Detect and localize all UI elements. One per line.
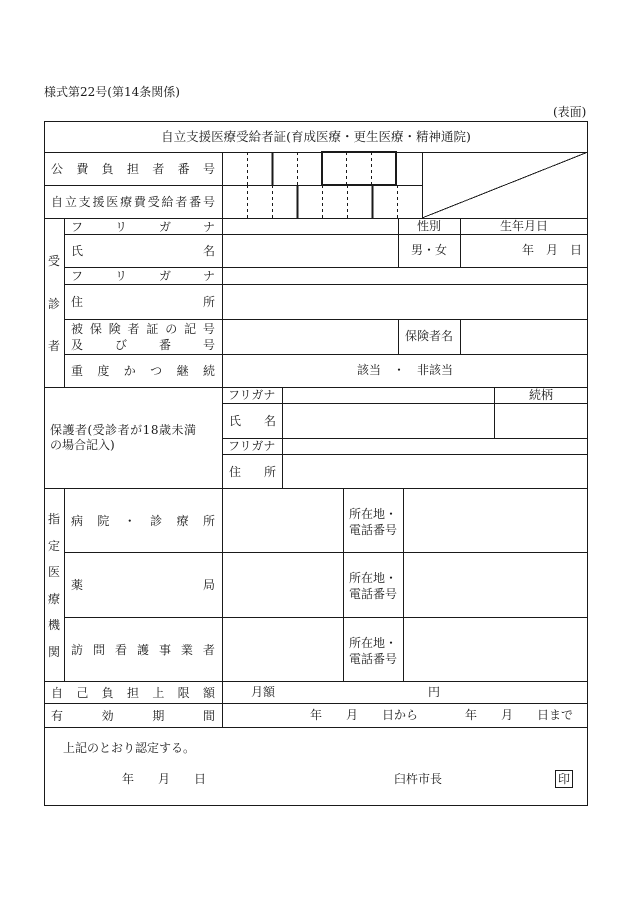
label-char: 関 [47, 644, 60, 659]
insurer-label: 保険者名 [404, 329, 453, 343]
label-char: 支 [78, 195, 91, 209]
label-char: 負 [101, 685, 114, 700]
address-furigana-label [71, 267, 215, 284]
label-char: 番 [189, 195, 202, 209]
hospital-location-label [343, 506, 403, 538]
self-limit-label [51, 681, 215, 703]
label-char: 効 [101, 708, 114, 723]
label-char: 立 [64, 195, 77, 209]
guardian-furigana-label: フリガナ [228, 387, 276, 402]
label-char: 看 [114, 642, 127, 657]
guardian-name-label [229, 403, 276, 438]
label-char: の [165, 322, 178, 336]
label-char: 所 [202, 513, 215, 528]
label-char: び [114, 338, 127, 352]
label-char: 受 [47, 254, 60, 268]
label-char: 番 [177, 162, 190, 176]
monthly-label: 月額 [251, 684, 276, 699]
label-char: 上 [152, 685, 165, 700]
pharmacy-location-label [343, 570, 403, 602]
label-char: 険 [108, 322, 121, 336]
label-char: 診 [150, 513, 163, 528]
label-char: 院 [97, 513, 110, 528]
guardian-label-line1: 保護者(受診者が18歳未満 [50, 422, 197, 437]
label-char: 号 [202, 162, 215, 176]
label-char: 住 [229, 464, 242, 479]
label-char: 号 [202, 338, 215, 352]
label-char: 診 [47, 296, 60, 311]
label-char: 者 [175, 195, 188, 209]
label-char: 療 [47, 591, 60, 606]
label-char: フ [71, 219, 84, 234]
label-char: 者 [152, 162, 165, 176]
location-line1: 所在地・ [348, 636, 397, 650]
label-char: 事 [158, 642, 171, 657]
label-char: 継 [176, 364, 189, 378]
label-char: 証 [146, 322, 159, 336]
label-char: 間 [202, 708, 215, 723]
patient-label [44, 252, 64, 354]
label-char: 所 [202, 295, 215, 309]
label-char: 度 [97, 364, 110, 378]
label-char: 定 [47, 538, 60, 553]
label-char: 機 [47, 618, 60, 633]
validity-from: 年 月 日から [310, 707, 419, 722]
patient-furigana-label [71, 218, 215, 234]
yen-label: 円 [428, 684, 441, 699]
insurance-label-line2 [71, 337, 215, 352]
guardian-furigana-label-2: フリガナ [228, 438, 276, 453]
label-char: 療 [176, 513, 189, 528]
institution-label [44, 510, 64, 660]
severe-value: 該当 ・ 非該当 [356, 363, 453, 377]
label-char: 名 [202, 244, 215, 258]
form-number: 様式第22号(第14条関係) [44, 85, 180, 99]
label-char: フ [71, 269, 84, 283]
label-char: リ [114, 269, 127, 283]
label-char: 住 [71, 295, 84, 309]
label-char: ナ [202, 219, 215, 234]
label-char: つ [150, 364, 163, 378]
home-nursing-label [71, 617, 215, 681]
cert-date: 年 月 日 [122, 772, 207, 786]
label-char: 受 [147, 195, 160, 209]
birth-value: 年 月 日 [522, 243, 583, 257]
label-char: 局 [202, 578, 215, 592]
label-char: 担 [126, 685, 139, 700]
patient-name-label [71, 234, 215, 267]
location-line2: 電話番号 [348, 523, 397, 538]
label-char: 号 [202, 322, 215, 336]
label-char: 公 [51, 162, 64, 176]
label-char: 号 [202, 195, 215, 209]
side-label: (表面) [553, 105, 587, 119]
label-char: 護 [136, 642, 149, 657]
relation-header: 続柄 [528, 387, 553, 402]
label-char: ガ [158, 269, 171, 283]
label-char: 己 [76, 685, 89, 700]
label-char: 期 [152, 708, 165, 723]
label-char: 医 [47, 565, 60, 580]
label-char: リ [114, 219, 127, 234]
form-title: 自立支援医療受給者証(育成医療・更生医療・精神通院) [161, 128, 471, 144]
label-char: 指 [47, 512, 60, 526]
pharmacy-label [71, 552, 215, 617]
seal-mark: 印 [555, 770, 573, 788]
label-char: 所 [263, 464, 276, 479]
label-char: 費 [133, 195, 146, 209]
label-char: 限 [177, 685, 190, 700]
label-char: 者 [202, 642, 215, 657]
recipient-number-boxes [248, 185, 398, 218]
label-char: 氏 [229, 414, 242, 428]
label-char: 者 [127, 322, 140, 336]
label-char: 記 [184, 322, 197, 336]
severe-label [71, 354, 215, 387]
label-char: 氏 [71, 244, 84, 258]
label-char: 名 [263, 414, 276, 428]
sex-header: 性別 [416, 218, 441, 233]
label-char: ナ [202, 269, 215, 283]
label-char: か [123, 364, 136, 378]
label-char: ガ [158, 219, 171, 234]
label-char: 病 [71, 513, 84, 528]
label-char: 保 [89, 322, 102, 336]
home-nursing-location-label [343, 635, 403, 667]
label-char: 療 [120, 195, 133, 209]
label-char: 被 [71, 322, 84, 336]
location-line2: 電話番号 [348, 587, 397, 602]
label-char: 及 [71, 338, 84, 352]
guardian-label-line2: の場合記入) [50, 437, 115, 452]
hospital-label [71, 488, 215, 552]
location-line1: 所在地・ [348, 571, 397, 585]
guardian-address-label [229, 454, 276, 488]
label-char: 自 [51, 195, 64, 209]
label-char: 問 [92, 642, 105, 657]
sex-value: 男・女 [410, 243, 447, 257]
recipient-number-label [51, 185, 215, 218]
label-char: 給 [161, 195, 174, 209]
label-char: 援 [92, 195, 105, 209]
label-char: 医 [106, 195, 119, 209]
label-char: 訪 [71, 642, 84, 657]
mayor-label: 臼杵市長 [394, 772, 443, 786]
label-char: 続 [202, 364, 215, 378]
label-char: ・ [123, 513, 136, 528]
label-char: 業 [180, 642, 193, 657]
certify-text: 上記のとおり認定する。 [63, 741, 196, 755]
label-char: 重 [71, 364, 84, 378]
location-line1: 所在地・ [348, 507, 397, 521]
label-char: 担 [126, 162, 139, 176]
label-char: 有 [51, 708, 64, 723]
validity-to: 年 月 日まで [465, 707, 574, 722]
label-char: 番 [158, 338, 171, 352]
label-char: 自 [51, 685, 64, 700]
label-char: 額 [202, 685, 215, 700]
label-char: 者 [47, 339, 60, 353]
validity-label [51, 703, 215, 727]
label-char: 負 [101, 162, 114, 176]
label-char: 薬 [71, 578, 84, 592]
burden-number-label [51, 152, 215, 185]
patient-address-label [71, 284, 215, 319]
label-char: 費 [76, 162, 89, 176]
burden-number-boxes [248, 152, 397, 185]
location-line2: 電話番号 [348, 652, 397, 667]
birth-header: 生年月日 [499, 218, 548, 233]
insurance-label-line1 [71, 321, 215, 336]
